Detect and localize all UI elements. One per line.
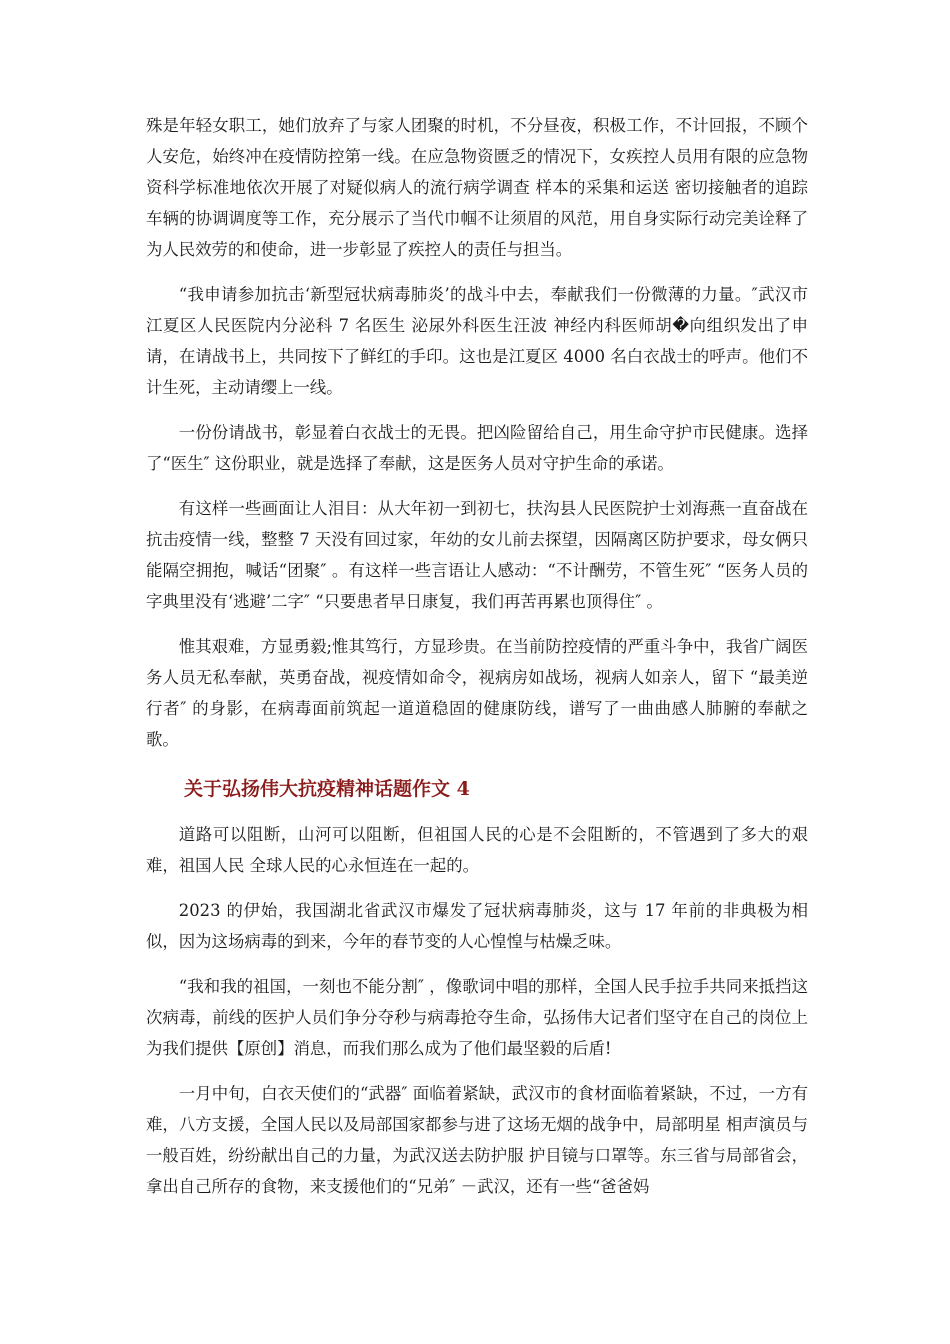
paragraph: 一月中旬，白衣天使们的“武器″ 面临着紧缺，武汉市的食材面临着紧缺，不过，一方有难，八方支援，全国人民以及局部国家都参与进了这场无烟的战争中，局部明星 相声演员与一般百姓，纷纷献出自己的力量，为武汉送去防护服 护目镜与口罩等。东三省与局部省会，拿出自己所存的食物，来支援他们的“兄弟″ －武汉，还有一些“爸爸妈: [146, 1084, 808, 1196]
paragraph: 一份份请战书，彰显着白衣战士的无畏。把凶险留给自己，用生命守护市民健康。选择了“医生″ 这份职业，就是选择了奉献，这是医务人员对守护生命的承诺。: [146, 423, 808, 473]
section-heading: 关于弘扬伟大抗疫精神话题作文 4: [184, 778, 470, 800]
paragraph: “我申请参加抗击‘新型冠状病毒肺炎’的战斗中去，奉献我们一份微薄的力量。″武汉市江夏区人民医院内分泌科 7 名医生 泌尿外科医生汪波 神经内科医师胡�向组织发出了申请，在请战书上，共同按下了鲜红的手印。这也是江夏区 4000 名白衣战士的呼声。他们不计生死，主动请缨上一线。: [146, 285, 808, 397]
paragraph: 2023 的伊始，我国湖北省武汉市爆发了冠状病毒肺炎，这与 17 年前的非典极为相似，因为这场病毒的到来，今年的春节变的人心惶惶与枯燥乏味。: [146, 901, 808, 951]
paragraph: “我和我的祖国，一刻也不能分割″ ，像歌词中唱的那样，全国人民手拉手共同来抵挡这次病毒，前线的医护人员们争分夺秒与病毒抢夺生命，弘扬伟大记者们坚守在自己的岗位上为我们提供【原创】消息，而我们那么成为了他们最坚毅的后盾!: [146, 977, 808, 1058]
paragraph: 惟其艰难，方显勇毅;惟其笃行，方显珍贵。在当前防控疫情的严重斗争中，我省广阔医务人员无私奉献，英勇奋战，视疫情如命令，视病房如战场，视病人如亲人，留下 “最美逆行者″ 的身影，在病毒面前筑起一道道稳固的健康防线，谱写了一曲曲感人肺腑的奉献之歌。: [146, 637, 808, 749]
paragraph: 有这样一些画面让人泪目：从大年初一到初七，扶沟县人民医院护士刘海燕一直奋战在抗击疫情一线，整整 7 天没有回过家，年幼的女儿前去探望，因隔离区防护要求，母女俩只能隔空拥抱，喊话“团聚″ 。有这样一些言语让人感动：“不计酬劳，不管生死″ “医务人员的字典里没有‘逃避’二字″ “只要患者早日康复，我们再苦再累也顶得住″ 。: [146, 499, 808, 611]
document-page: [146, 110, 808, 1216]
paragraph: 殊是年轻女职工，她们放弃了与家人团聚的时机，不分昼夜，积极工作，不计回报，不顾个人安危，始终冲在疫情防控第一线。在应急物资匮乏的情况下，女疾控人员用有限的应急物资科学标准地依次开展了对疑似病人的流行病学调查 样本的采集和运送 密切接触者的追踪 车辆的协调调度等工作，充分展示了当代巾帼不让须眉的风范，用自身实际行动完美诠释了为人民效劳的和使命，进一步彰显了疾控人的责任与担当。: [146, 116, 808, 259]
paragraph: 道路可以阻断，山河可以阻断，但祖国人民的心是不会阻断的，不管遇到了多大的艰难，祖国人民 全球人民的心永恒连在一起的。: [146, 825, 808, 875]
